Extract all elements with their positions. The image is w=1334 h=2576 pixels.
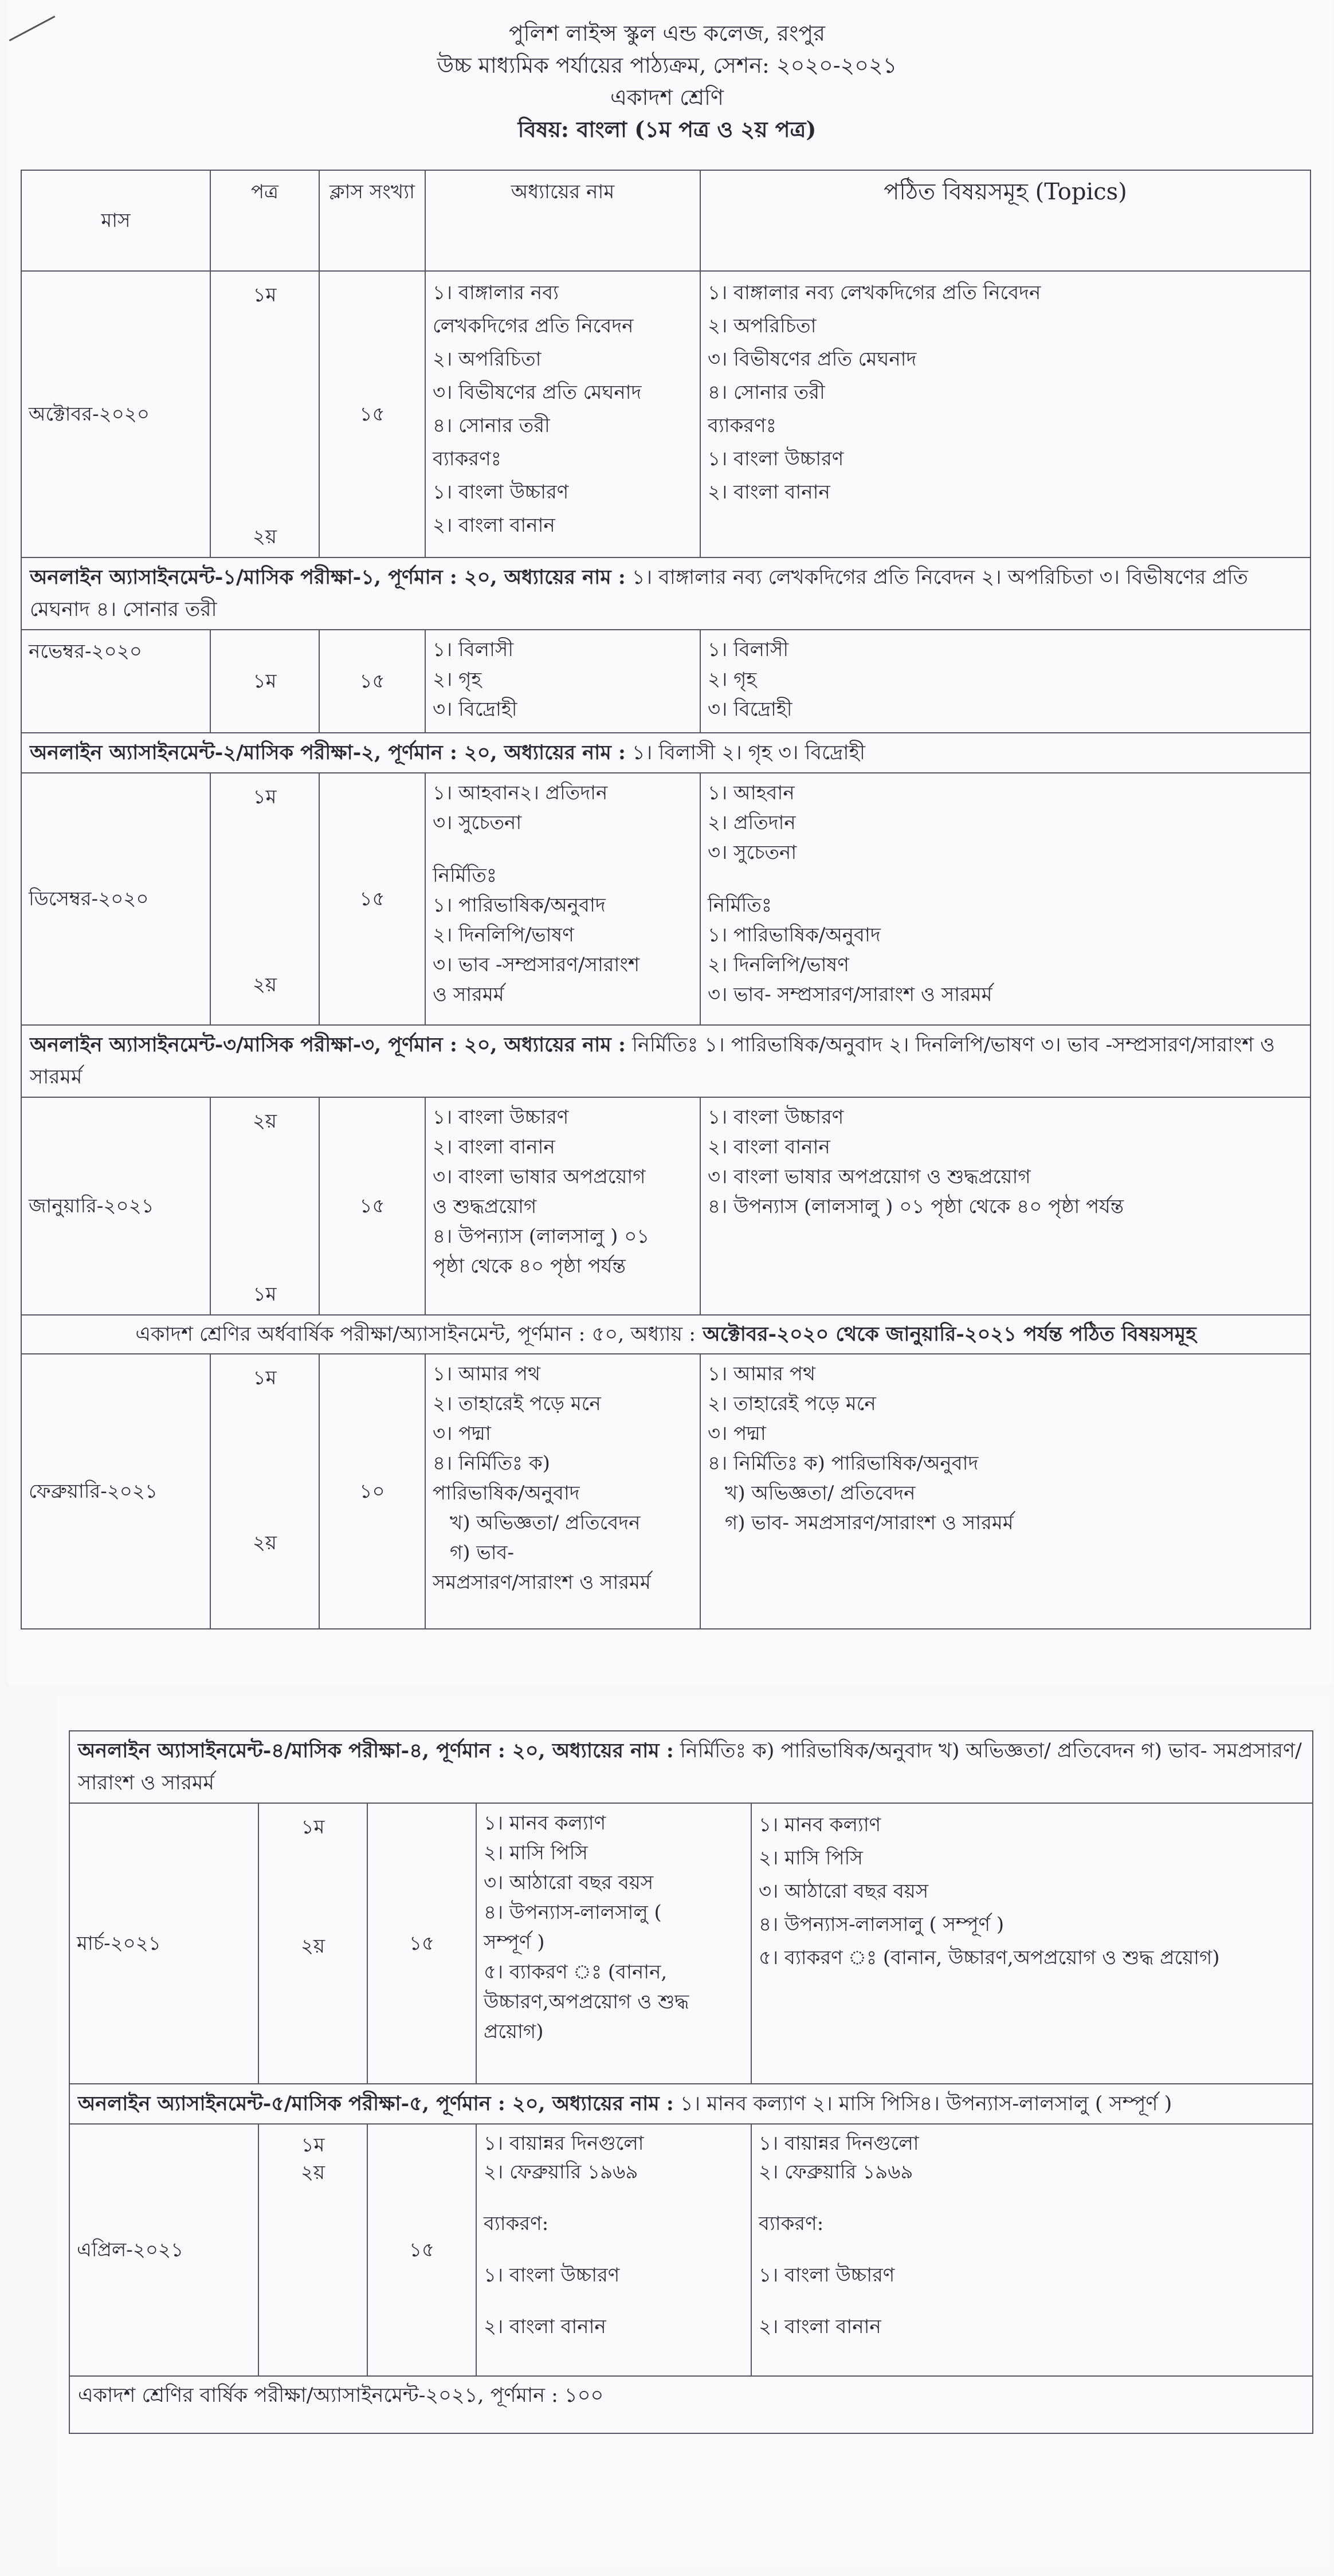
list-item: ৪। নির্মিতিঃ ক) পারিভাষিক/অনুবাদ	[708, 1452, 979, 1475]
list-item: গ) ভাব- সমপ্রসারণ/সারাংশ ও সারমর্ম	[725, 1511, 1014, 1534]
note-detail: ১। বাঙ্গালার নব্য লেখকদিগের প্রতি নিবেদন ২। অপরিচিতা ৩। বিভীষণের প্রতি মেঘনাদ ৪। সোনার তরী	[30, 566, 1248, 621]
paper-cell	[210, 1097, 319, 1315]
month-cell: জানুয়ারি-২০২১	[21, 1097, 210, 1315]
spacer	[484, 2238, 744, 2261]
list-item: ১। বিলাসী	[433, 638, 514, 661]
list-item: ৩। বাংলা ভাষার অপপ্রয়োগ ও শুদ্ধপ্রয়োগ	[708, 1165, 1031, 1188]
list-item: ৩। সুচেতনা	[708, 841, 797, 864]
class-count-cell: ১৫	[319, 773, 425, 1025]
list-item: সমপ্রসারণ/সারাংশ ও সারমর্ম	[433, 1571, 651, 1594]
table-row	[21, 271, 1311, 557]
list-item: ৪। নির্মিতিঃ ক)	[433, 1452, 550, 1475]
note-detail: নির্মিতিঃ ক) পারিভাষিক/অনুবাদ খ) অভিজ্ঞতা/ প্রতিবেদন গ) ভাব- সমপ্রসারণ/সারাংশ ও সারমর্ম	[78, 1739, 1302, 1794]
list-item: ১। পারিভাষিক/অনুবাদ	[433, 894, 606, 917]
paper-second: ২য়	[252, 973, 277, 996]
list-item: ১। মানব কল্যাণ	[484, 1812, 606, 1835]
list-item: ১। আমার পথ	[433, 1362, 541, 1385]
list-item: ব্যাকরণঃ	[433, 447, 501, 470]
class-count-cell: ১০	[319, 1354, 425, 1629]
paper-cell	[210, 773, 319, 1025]
list-item: ২। বাংলা বানান	[708, 481, 830, 504]
note-lead: অনলাইন অ্যাসাইনমেন্ট-১/মাসিক পরীক্ষা-১, পূর্ণমান : ২০, অধ্যায়ের নাম :	[30, 566, 626, 589]
chapter-cell	[425, 1354, 700, 1629]
note-detail: অক্টোবর-২০২০ থেকে জানুয়ারি-২০২১ পর্যন্ত পঠিত বিষয়সমূহ	[696, 1322, 1196, 1346]
list-item: ১। বাংলা উচ্চারণ	[433, 1106, 569, 1129]
assignment-note	[21, 733, 1311, 773]
syllabus-table-part-2	[69, 1730, 1313, 2434]
list-item: ২। দিনলিপি/ভাষণ	[708, 953, 849, 976]
col-header-classes: ক্লাস সংখ্যা	[319, 170, 425, 271]
topics-cell	[700, 630, 1311, 733]
list-item: ১। মানব কল্যাণ	[759, 1813, 881, 1836]
list-item: ২। অপরিচিতা	[433, 348, 542, 371]
list-item: ২। তাহারেই পড়ে মনে	[708, 1392, 876, 1415]
topics-cell	[700, 271, 1311, 557]
list-item: ৩। ভাব- সম্প্রসারণ/সারাংশ ও সারমর্ম	[708, 983, 992, 1006]
list-item: ২। বাংলা বানান	[759, 2315, 881, 2338]
paper-first: ১ম	[253, 284, 277, 307]
paper-cell	[210, 271, 319, 557]
table-row	[69, 1803, 1313, 2084]
list-item: ১। পারিভাষিক/অনুবাদ	[708, 924, 881, 947]
assignment-note	[69, 2084, 1313, 2124]
col-header-chapter: অধ্যায়ের নাম	[425, 170, 700, 271]
paper-first: ১ম	[301, 1816, 325, 1839]
table-row	[21, 1097, 1311, 1315]
paper-second: ২য়	[300, 1935, 325, 1958]
topics-cell	[700, 1097, 1311, 1315]
list-item: ৩। সুচেতনা	[433, 811, 522, 834]
chapter-cell	[425, 773, 700, 1025]
list-item: গ) ভাব-	[450, 1541, 514, 1564]
paper-cell: ১ম	[210, 630, 319, 733]
list-item: ৩। বাংলা ভাষার অপপ্রয়োগ	[433, 1165, 646, 1188]
spacer	[759, 2238, 1305, 2261]
exam-note-row	[69, 2376, 1313, 2433]
table-row	[21, 773, 1311, 1025]
list-item: ২। বাংলা বানান	[433, 1136, 555, 1159]
exam-note-row	[21, 1315, 1311, 1354]
chapter-cell	[476, 1803, 751, 2084]
month-cell: ডিসেম্বর-২০২০	[21, 773, 210, 1025]
list-item: ২। প্রতিদান	[708, 811, 796, 834]
list-item: ১। বিলাসী	[708, 638, 789, 661]
chapter-cell	[425, 630, 700, 733]
list-item: ১। আহবান২। প্রতিদান	[433, 782, 608, 804]
month-cell: মার্চ-২০২১	[69, 1803, 258, 2084]
list-item: ৩। পদ্মা	[433, 1422, 491, 1445]
list-item: ১। বাঙ্গালার নব্য	[433, 281, 559, 304]
list-item: ১। বাংলা উচ্চারণ	[759, 2264, 895, 2287]
note-lead: অনলাইন অ্যাসাইনমেন্ট-৪/মাসিক পরীক্ষা-৪, পূর্ণমান : ২০, অধ্যায়ের নাম :	[78, 1739, 674, 1762]
list-item: ২। ফেব্রুয়ারি ১৯৬৯	[484, 2161, 638, 2184]
class-count-cell: ১৫	[319, 1097, 425, 1315]
paper-second: ১ম	[253, 1283, 277, 1306]
class-count-cell: ১৫	[367, 2124, 476, 2376]
spacer	[484, 2290, 744, 2312]
list-item: ২। বাংলা বানান	[708, 1136, 830, 1159]
paper-cell	[258, 2124, 367, 2376]
month-cell: অক্টোবর-২০২০	[21, 271, 210, 557]
list-item: ১। বাংলা উচ্চারণ	[433, 481, 569, 504]
note-lead: অনলাইন অ্যাসাইনমেন্ট-৫/মাসিক পরীক্ষা-৫, পূর্ণমান : ২০, অধ্যায়ের নাম :	[78, 2092, 674, 2115]
list-item: খ) অভিজ্ঞতা/ প্রতিবেদন	[450, 1511, 641, 1534]
month-cell: ফেব্রুয়ারি-২০২১	[21, 1354, 210, 1629]
subject-name: বিষয়: বাংলা (১ম পত্র ও ২য় পত্র)	[517, 116, 817, 142]
class-count-cell: ১৫	[367, 1803, 476, 2084]
paper-second: ২য়	[252, 525, 277, 548]
spacer	[759, 2290, 1305, 2312]
institution-name: পুলিশ লাইন্স স্কুল এন্ড কলেজ, রংপুর	[509, 21, 825, 46]
class-count-cell: ১৫	[319, 271, 425, 557]
table-row	[21, 630, 1311, 733]
assignment-note-row	[21, 557, 1311, 630]
table-header-row	[21, 170, 1311, 271]
list-item: ১। বাংলা উচ্চারণ	[484, 2264, 620, 2287]
spacer	[433, 838, 693, 861]
list-item: ব্যাকরণঃ	[708, 414, 776, 437]
list-item: সম্পূর্ণ )	[484, 1931, 545, 1954]
assignment-note-row	[69, 1731, 1313, 1803]
list-item: লেখকদিগের প্রতি নিবেদন	[433, 315, 634, 337]
col-header-month: মাস	[21, 170, 210, 271]
list-item: ৪। সোনার তরী	[708, 381, 825, 404]
paper-first: ১ম	[301, 2134, 325, 2157]
syllabus-title: উচ্চ মাধ্যমিক পর্যায়ের পাঠ্যক্রম, সেশন: ২০২০-২০২১	[437, 53, 897, 78]
list-item: পৃষ্ঠা থেকে ৪০ পৃষ্ঠা পর্যন্ত	[433, 1255, 626, 1278]
list-item: ১। আমার পথ	[708, 1362, 816, 1385]
list-item: ২। অপরিচিতা	[708, 315, 817, 337]
note-lead: অনলাইন অ্যাসাইনমেন্ট-৩/মাসিক পরীক্ষা-৩, পূর্ণমান : ২০, অধ্যায়ের নাম :	[30, 1033, 626, 1057]
syllabus-table-part-1	[21, 170, 1311, 1629]
topics-cell	[751, 1803, 1313, 2084]
paper-first: ১ম	[253, 786, 277, 808]
list-item: নির্মিতিঃ	[708, 894, 772, 917]
note-detail: ১। মানব কল্যাণ ২। মাসি পিসি৪। উপন্যাস-লালসালু ( সম্পূর্ণ )	[673, 2092, 1172, 2115]
list-item: ৩। বিদ্রোহী	[708, 698, 792, 721]
list-item: ১। বাঙ্গালার নব্য লেখকদিগের প্রতি নিবেদন	[708, 281, 1041, 304]
list-item: ২। বাংলা বানান	[484, 2315, 606, 2338]
assignment-note	[69, 1731, 1313, 1803]
list-item: ও শুদ্ধপ্রয়োগ	[433, 1195, 537, 1218]
list-item: ৫। ব্যাকরণ ঃ (বানান, উচ্চারণ,অপপ্রয়োগ ও শুদ্ধ প্রয়োগ)	[759, 1946, 1220, 1969]
topics-cell	[700, 1354, 1311, 1629]
note-lead: অনলাইন অ্যাসাইনমেন্ট-২/মাসিক পরীক্ষা-২, পূর্ণমান : ২০, অধ্যায়ের নাম :	[30, 741, 626, 764]
paper-second: ২য়	[252, 1532, 277, 1554]
col-header-paper: পত্র	[210, 170, 319, 271]
midterm-note	[21, 1315, 1311, 1354]
assignment-note	[21, 1025, 1311, 1097]
list-item: ৪। উপন্যাস (লালসালু ) ০১ পৃষ্ঠা থেকে ৪০ পৃষ্ঠা পর্যন্ত	[708, 1195, 1124, 1218]
list-item: ৪। উপন্যাস-লালসালু ( সম্পূর্ণ )	[759, 1913, 1005, 1936]
class-count-cell: ১৫	[319, 630, 425, 733]
list-item: ২। মাসি পিসি	[484, 1841, 588, 1864]
topics-cell	[700, 773, 1311, 1025]
note-detail: ১। বিলাসী ২। গৃহ ৩। বিদ্রোহী	[625, 741, 865, 764]
table-row	[21, 1354, 1311, 1629]
list-item: ৩। ভাব -সম্প্রসারণ/সারাংশ	[433, 953, 640, 976]
assignment-note-row	[21, 733, 1311, 773]
list-item: ৩। আঠারো বছর বয়স	[484, 1871, 654, 1894]
list-item: ১। বায়ান্নর দিনগুলো	[759, 2132, 919, 2155]
document-heading	[0, 17, 1334, 146]
assignment-note-row	[69, 2084, 1313, 2124]
paper-cell	[210, 1354, 319, 1629]
list-item: ১। বাংলা উচ্চারণ	[708, 447, 844, 470]
paper-cell	[258, 1803, 367, 2084]
spacer	[708, 867, 1303, 890]
list-item: ১। আহবান	[708, 782, 795, 804]
note-lead: একাদশ শ্রেণির অর্ধবার্ষিক পরীক্ষা/অ্যাসাইনমেন্ট, পূর্ণমান : ৫০, অধ্যায় :	[135, 1323, 696, 1346]
list-item: ২। দিনলিপি/ভাষণ	[433, 924, 574, 947]
list-item: উচ্চারণ,অপপ্রয়োগ ও শুদ্ধ	[484, 1990, 689, 2013]
list-item: ৩। বিদ্রোহী	[433, 698, 517, 721]
list-item: খ) অভিজ্ঞতা/ প্রতিবেদন	[725, 1482, 916, 1505]
list-item: ২। মাসি পিসি	[759, 1847, 863, 1870]
paper-second: ২য়	[300, 2161, 325, 2184]
list-item: ৫। ব্যাকরণ ঃ (বানান,	[484, 1961, 668, 1984]
list-item: ১। বাংলা উচ্চারণ	[708, 1106, 844, 1129]
list-item: ৩। আঠারো বছর বয়স	[759, 1880, 929, 1903]
note-detail: নির্মিতিঃ ১। পারিভাষিক/অনুবাদ ২। দিনলিপি/ভাষণ ৩। ভাব -সম্প্রসারণ/সারাংশ ও সারমর্ম	[30, 1034, 1275, 1089]
list-item: ৩। বিভীষণের প্রতি মেঘনাদ	[708, 348, 917, 371]
list-item: ২। বাংলা বানান	[433, 514, 555, 537]
class-name: একাদশ শ্রেণি	[610, 85, 724, 110]
chapter-cell	[476, 2124, 751, 2376]
list-item: পারিভাষিক/অনুবাদ	[433, 1482, 580, 1505]
table-row	[69, 2124, 1313, 2376]
list-item: ব্যাকরণ:	[484, 2212, 549, 2235]
list-item: ২। গৃহ	[433, 668, 482, 691]
list-item: ৪। উপন্যাস-লালসালু (	[484, 1901, 662, 1924]
assignment-note-row	[21, 1025, 1311, 1097]
assignment-note	[21, 557, 1311, 630]
col-header-topics: পঠিত বিষয়সমূহ (Topics)	[700, 170, 1311, 271]
list-item: প্রয়োগ)	[484, 2020, 544, 2043]
list-item: ব্যাকরণ:	[759, 2212, 824, 2235]
list-item: ২। গৃহ	[708, 668, 757, 691]
list-item: ৪। সোনার তরী	[433, 414, 550, 437]
list-item: ৩। পদ্মা	[708, 1422, 766, 1445]
list-item: ৩। বিভীষণের প্রতি মেঘনাদ	[433, 381, 642, 404]
topics-cell	[751, 2124, 1313, 2376]
final-exam-note: একাদশ শ্রেণির বার্ষিক পরীক্ষা/অ্যাসাইনমেন্ট-২০২১, পূর্ণমান : ১০০	[69, 2376, 1313, 2433]
paper-first: ২য়	[252, 1110, 277, 1133]
list-item: ২। তাহারেই পড়ে মনে	[433, 1392, 601, 1415]
spacer	[759, 2186, 1305, 2209]
list-item: নির্মিতিঃ	[433, 864, 497, 887]
month-cell: এপ্রিল-২০২১	[69, 2124, 258, 2376]
list-item: ১। বায়ান্নর দিনগুলো	[484, 2132, 644, 2155]
list-item: ৪। উপন্যাস (লালসালু ) ০১	[433, 1225, 650, 1248]
list-item: ও সারমর্ম	[433, 983, 504, 1006]
chapter-cell	[425, 271, 700, 557]
month-cell: নভেম্বর-২০২০	[21, 630, 210, 733]
paper-first: ১ম	[253, 1366, 277, 1389]
chapter-cell	[425, 1097, 700, 1315]
spacer	[484, 2186, 744, 2209]
list-item: ২। ফেব্রুয়ারি ১৯৬৯	[759, 2161, 913, 2184]
